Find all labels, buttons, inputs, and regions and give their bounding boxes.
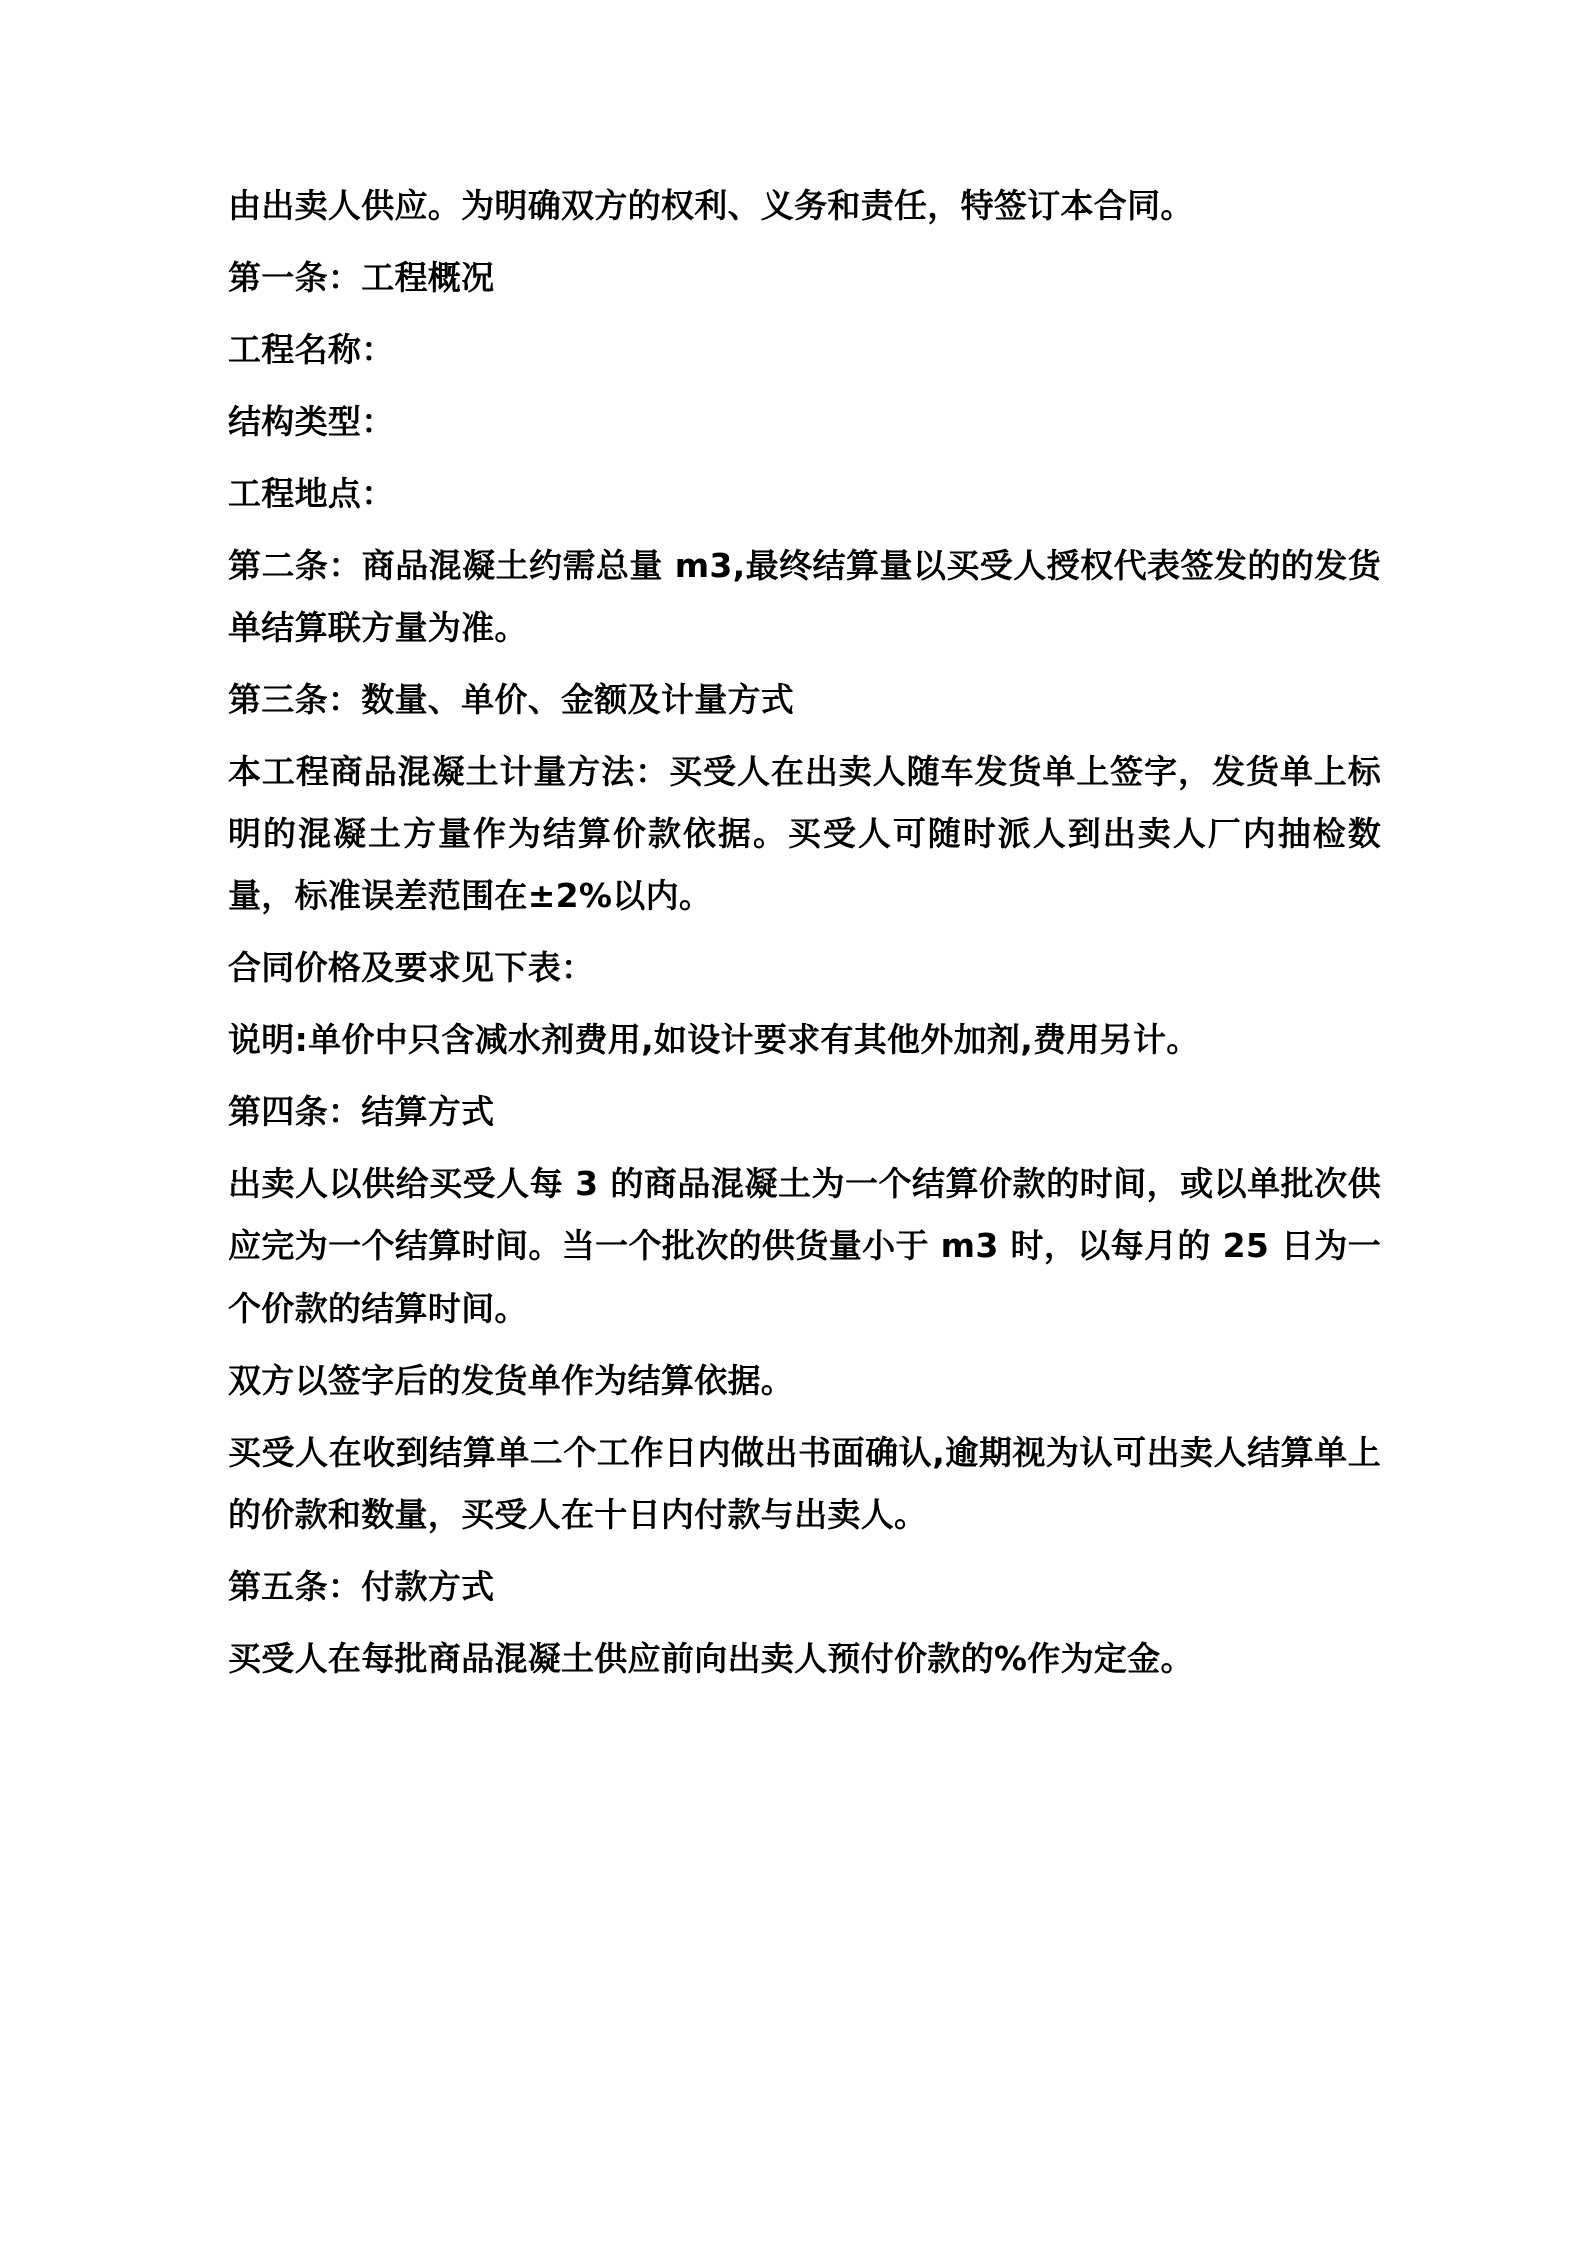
paragraph-settlement-basis: 双方以签字后的发货单作为结算依据。	[228, 1360, 795, 1400]
paragraph-article-4-title: 第四条：结算方式	[228, 1092, 495, 1132]
paragraph-article-3-title: 第三条：数量、单价、金额及计量方式	[228, 680, 795, 720]
paragraph-project-location: 工程地点：	[228, 474, 395, 514]
paragraph-payment-deposit: 买受人在每批商品混凝土供应前向出卖人预付价款的%作为定金。	[228, 1638, 1194, 1678]
paragraph-structure-type: 结构类型：	[228, 402, 395, 442]
paragraph-settlement-period: 出卖人以供给买受人每 3 的商品混凝土为一个结算价款的时间，或以单批次供应完为一个结算时间。当一个批次的供货量小于 m3 时，以每月的 25 日为一个价款的结算时间。	[228, 1164, 1381, 1328]
paragraph-intro: 由出卖人供应。为明确双方的权利、义务和责任，特签订本合同。	[228, 186, 1194, 225]
paragraph-settlement-confirmation: 买受人在收到结算单二个工作日内做出书面确认,逾期视为认可出卖人结算单上的价款和数量，买受人在十日内付款与出卖人。	[228, 1432, 1381, 1534]
paragraph-unit-price-explanation: 说明:单价中只含减水剂费用,如设计要求有其他外加剂,费用另计。	[228, 1020, 1200, 1060]
paragraph-measurement-method: 本工程商品混凝土计量方法：买受人在出卖人随车发货单上签字，发货单上标明的混凝土方量作为结算价款依据。买受人可随时派人到出卖人厂内抽检数量，标准误差范围在±2%以内。	[228, 752, 1381, 916]
paragraph-price-table-note: 合同价格及要求见下表：	[228, 948, 595, 988]
document-body	[228, 175, 1381, 1690]
paragraph-article-5-title: 第五条：付款方式	[228, 1566, 495, 1606]
paragraph-project-name: 工程名称：	[228, 330, 395, 370]
paragraph-article-2: 第二条：商品混凝土约需总量 m3,最终结算量以买受人授权代表签发的的发货单结算联方量为准。	[228, 546, 1381, 648]
paragraph-article-1-title: 第一条：工程概况	[228, 258, 495, 298]
